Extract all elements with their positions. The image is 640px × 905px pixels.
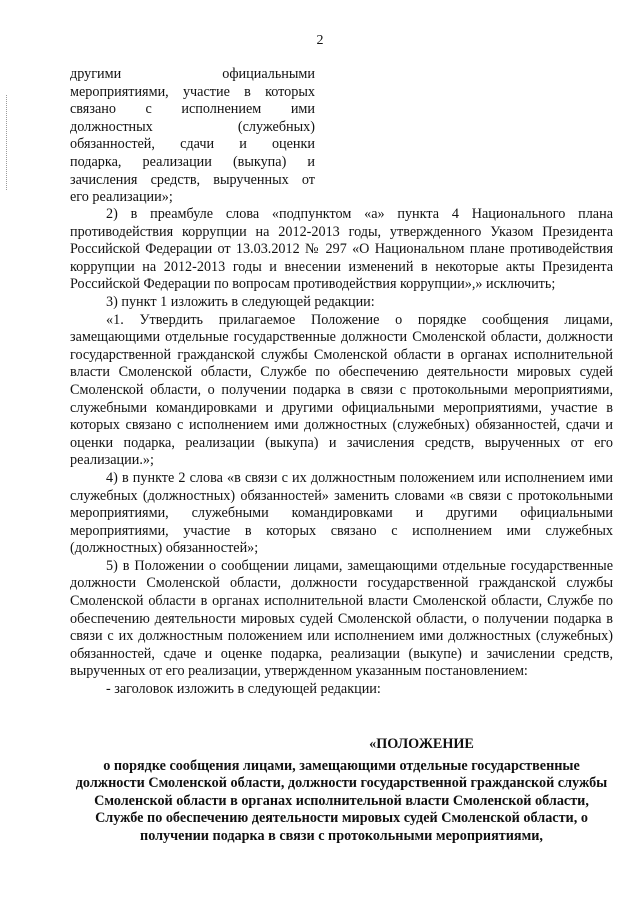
continuation-line: обязанностей, сдачи и оценки	[70, 136, 315, 153]
continuation-line: зачисления средств, вырученных от	[70, 171, 315, 188]
document-body	[70, 206, 613, 699]
paragraph-item-5: 5) в Положении о сообщении лицами, замещающими отдельные государственные должности Смоленской области, должности государственной гражданской службы Смоленской области в органах исполнительной власти Смоленской области, Службе по обеспечению деятельности мировых судей Смоленской области, о получении подарка в связи с их должностным положением или исполнением ими должностных (служебных) обязанностей, сдаче и оценке подарка, реализации (выкупе) и зачислении средств, вырученных от его реализации, утвержденном указанным постановлением:	[70, 557, 613, 680]
continuation-line: мероприятиями, участие в которых	[70, 83, 315, 100]
continuation-line: подарка, реализации (выкупа) и	[70, 153, 315, 170]
scan-margin-marks	[6, 95, 9, 190]
continuation-line: должностных (служебных)	[70, 118, 315, 135]
heading-body: о порядке сообщения лицами, замещающими отдельные государственные должности Смоленской области, должности государственной гражданской службы Смоленской области в органах исполнительной власти Смоленской области, Службе по обеспечению деятельности мировых судей Смоленской области, о получении подарка в связи с протокольными мероприятиями,	[75, 757, 608, 844]
page-number: 2	[316, 33, 324, 48]
continuation-line: другими официальными	[70, 66, 315, 82]
dash-item: - заголовок изложить в следующей редакции:	[106, 681, 381, 698]
paragraph-item-3: 3) пункт 1 изложить в следующей редакции:	[106, 293, 375, 310]
continuation-line: его реализации»;	[70, 189, 173, 206]
paragraph-item-4: 4) в пункте 2 слова «в связи с их должностным положением или исполнением ими служебных (должностных) обязанностей» заменить словами «в связи с протокольными мероприятиями, служебными командировками и другими официальными мероприятиями, участие в которых связано с исполнением ими служебных (должностных) обязанностей»;	[70, 469, 613, 557]
continuation-line: связано с исполнением ими	[70, 101, 315, 118]
paragraph-item-2: 2) в преамбуле слова «подпунктом «а» пункта 4 Национального плана противодействия коррупции на 2012-2013 годы, утвержденного Указом Президента Российской Федерации от 13.03.2012 № 297 «О Национальном плане противодействия коррупции на 2012-2013 годы и внесении изменений в некоторые акты Президента Российской Федерации по вопросам противодействия коррупции»,» исключить;	[70, 206, 613, 293]
heading-title: «ПОЛОЖЕНИЕ	[369, 736, 474, 752]
continuation-block	[70, 66, 315, 207]
paragraph-quote-1: «1. Утвердить прилагаемое Положение о порядке сообщения лицами, замещающими отдельные государственные должности Смоленской области, должности государственной гражданской службы Смоленской области в органах исполнительной власти Смоленской области, Службе по обеспечению деятельности мировых судей Смоленской области, о получении подарка в связи с протокольными мероприятиями, служебными командировками и другими официальными мероприятиями, участие в которых связано с исполнением ими должностных (служебных) обязанностей, сдачи и оценки подарка, реализации (выкупа) и зачисления средств, вырученных от его реализации.»;	[70, 311, 613, 469]
regulation-heading	[70, 736, 613, 846]
